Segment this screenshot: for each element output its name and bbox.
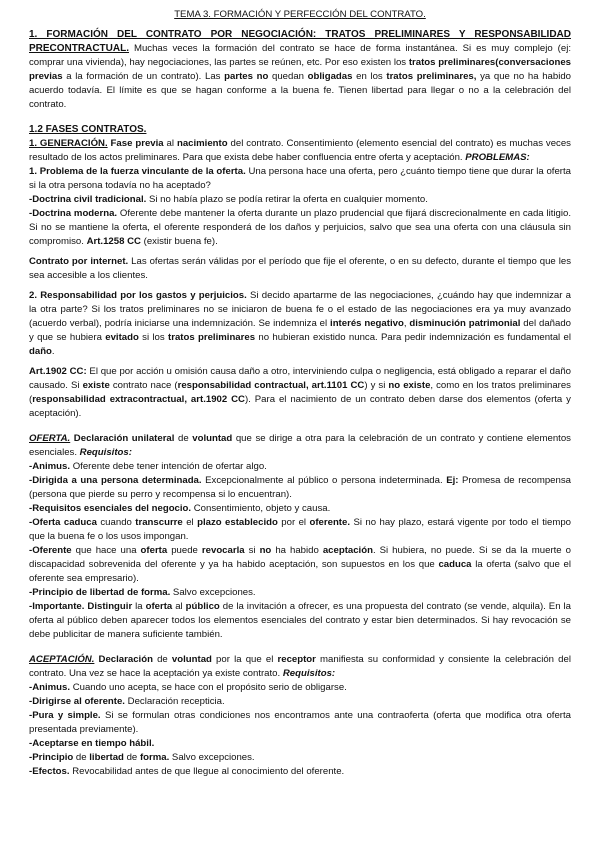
- aceptacion-animus: -Animus. Cuando uno acepta, se hace con el propósito serio de obligarse.: [29, 682, 347, 693]
- oferta-caduca: -Oferta caduca cuando transcurre el plazo establecido por el oferente. Si no hay plazo, estará vigente por todo el tiempo que la buena fe o los usos impongan.: [29, 517, 571, 542]
- problema-1-paragraph: 1. Problema de la fuerza vinculante de la oferta. Una persona hace una oferta, pero ¿cuánto tiempo tiene que durar la oferta si la otra persona todavía no ha aceptado?: [29, 166, 572, 191]
- aceptacion-libertad-forma: -Principio de libertad de forma. Salvo excepciones.: [29, 752, 255, 763]
- oferta-libertad-forma: -Principio de libertad de forma. Salvo excepciones.: [29, 587, 256, 598]
- oferta-revocacion: -Oferente que hace una oferta puede revocarla si no ha habido aceptación. Si hubiera, no puede. Si se da la muerte o discapacidad sobrevenida del oferente y ya ha habido aceptación, son supuestos en los que caduca la oferta (salvo que el oferente sea empresario).: [29, 545, 571, 584]
- aceptacion-pura-simple: -Pura y simple. Si se formulan otras condiciones nos encontramos ante una contraoferta (oferta que modifica otra oferta presentada previamente).: [29, 710, 572, 735]
- oferta-dirigida: -Dirigida a una persona determinada. Excepcionalmente al público o persona indeterminada. Ej: Promesa de recompensa (persona que pierde su perro y recompensa si lo encuentran).: [29, 475, 571, 500]
- doctrina-moderna-paragraph: -Doctrina moderna. Oferente debe mantener la oferta durante un plazo prudencial que fijará discrecionalmente en cada litigio. Si no se mantiene la oferta, el oferente responderá de los daños y perjuicios, salvo que sea una oferta con una cláusula sin compromiso. Art.1258 CC (existir buena fe).: [29, 208, 571, 247]
- oferta-animus: -Animus. Oferente debe tener intención de ofertar algo.: [29, 461, 267, 472]
- section-1-heading: 1. FORMACIÓN DEL CONTRATO POR NEGOCIACIÓN: TRATOS PRELIMINARES Y RESPONSABILIDAD PRECONTRACTUAL.: [29, 29, 571, 54]
- section-1-paragraph: 1. FORMACIÓN DEL CONTRATO POR NEGOCIACIÓN: TRATOS PRELIMINARES Y RESPONSABILIDAD PRECONTRACTUAL. Muchas veces la formación del contrato se hace de forma instantánea. Si es muy complejo (ej: comprar una vivienda), hay negociaciones, las partes se reúnen, etc. Por eso existen los tratos preliminares(conversaciones previas a la formación de un contrato). Las partes no quedan obligadas en los tratos preliminares, ya que no ha habido acuerdo todavía. El límite es que se hagan conforme a la buena fe. Tienen libertad para llegar o no a la celebración del contrato.: [29, 29, 572, 110]
- contrato-internet-paragraph: Contrato por internet. Las ofertas serán válidas por el período que fije el oferente, o en su defecto, durante el tiempo que les sea accesible a los clientes.: [29, 256, 571, 281]
- oferta-definition: OFERTA. Declaración unilateral de voluntad que se dirige a otra para la celebración de un contrato y contiene elementos esenciales. Requisitos:: [29, 433, 571, 458]
- generacion-paragraph: 1. GENERACIÓN. Fase previa al nacimiento del contrato. Consentimiento (elemento esencial del contrato) es muchas veces resultado de los actos preliminares. Para que exista debe haber confluencia entre oferta y aceptación. PROBLEMAS:: [29, 138, 571, 163]
- problema-2-paragraph: 2. Responsabilidad por los gastos y perjuicios. Si decido apartarme de las negociaciones, ¿cuándo hay que indemnizar a la otra parte? Si los tratos preliminares no se iniciaron de buena fe o el estado de las negociaciones era ya muy avanzado (acuerdo verbal), podría iniciarse una indemnización. Se indemniza el interés negativo, disminución patrimonial del dañado y que se hubiera evitado si los tratos preliminares no hubieran existido nunca. Para pedir indemnización es fundamental el daño.: [29, 290, 571, 357]
- aceptacion-efectos: -Efectos. Revocabilidad antes de que llegue al conocimiento del oferente.: [29, 766, 345, 777]
- doctrina-civil-paragraph: -Doctrina civil tradicional. Si no había plazo se podía retirar la oferta en cualquier momento.: [29, 194, 428, 205]
- aceptacion-dirigirse: -Dirigirse al oferente. Declaración recepticia.: [29, 696, 225, 707]
- document-title: TEMA 3. FORMACIÓN Y PERFECCIÓN DEL CONTRATO.: [174, 9, 426, 20]
- document-page: [29, 8, 571, 779]
- article-1902-paragraph: Art.1902 CC: El que por acción u omisión causa daño a otro, interviniendo culpa o negligencia, está obligado a reparar el daño causado. Si existe contrato nace (responsabilidad contractual, art.1101 CC) y si no existe, como en los tratos preliminares (responsabilidad extracontractual, art.1902 CC). Para el nacimiento de un contrato deben darse dos elementos (oferta y aceptación).: [29, 366, 571, 419]
- oferta-requisitos: -Requisitos esenciales del negocio. Consentimiento, objeto y causa.: [29, 503, 331, 514]
- aceptacion-definition: ACEPTACIÓN. Declaración de voluntad por la que el receptor manifiesta su conformidad y consiente la celebración del contrato. Una vez se hace la aceptación ya existe contrato. Requisitos:: [29, 654, 571, 679]
- oferta-importante: -Importante. Distinguir la oferta al público de la invitación a ofrecer, es una propuesta del contrato (se vende, alquila). En la oferta al público deben aparecer todos los elementos esenciales del contrato y estar bien determinados. Si hay revocación se debe publicitar de manera suficiente también.: [29, 601, 571, 640]
- aceptacion-tiempo-habil: -Aceptarse en tiempo hábil.: [29, 738, 155, 749]
- section-2-heading: 1.2 FASES CONTRATOS.: [29, 124, 147, 135]
